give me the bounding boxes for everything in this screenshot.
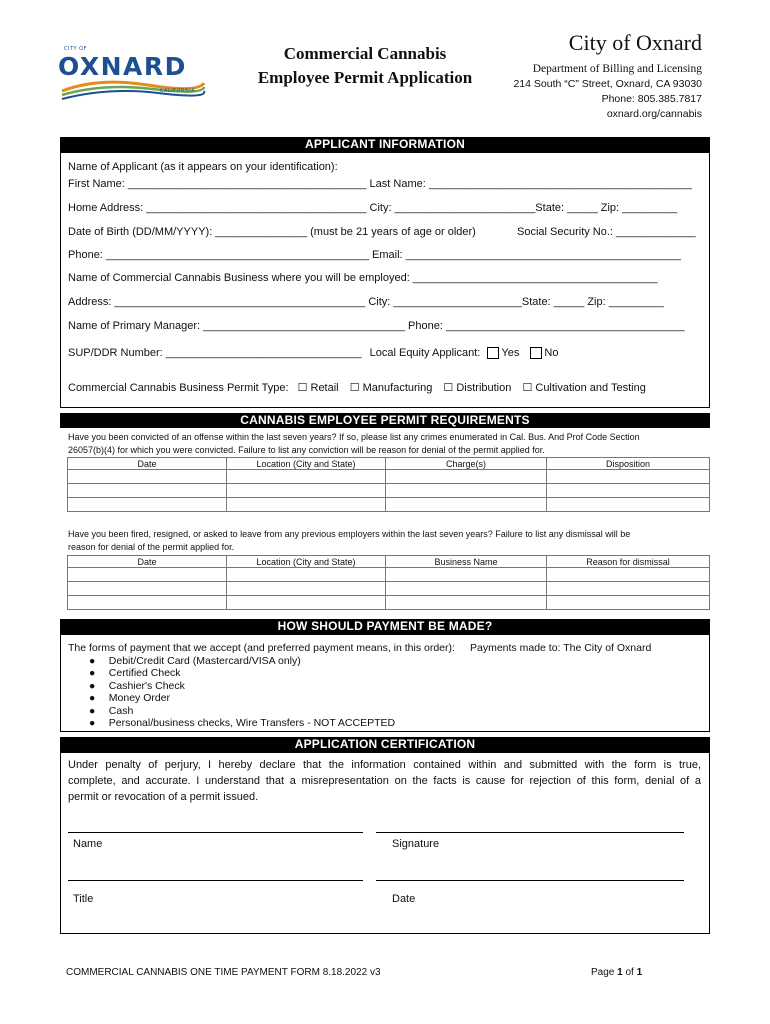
date-label: Date (392, 893, 416, 905)
signature-line[interactable] (376, 832, 684, 833)
list-item: ● Personal/business checks, Wire Transfers - NOT ACCEPTED (89, 717, 396, 729)
form-title-line2: Employee Permit Application (257, 68, 473, 87)
date-signature-line[interactable] (376, 880, 684, 881)
title-signature-line[interactable] (68, 880, 363, 881)
dismissal-question-line2: reason for denial of the permit applied for. (68, 542, 235, 552)
list-item: ● Debit/Credit Card (Mastercard/VISA only) (89, 655, 301, 667)
footer-form-name: COMMERCIAL CANNABIS ONE TIME PAYMENT FORM 8.18.2022 v3 (66, 967, 381, 978)
permit-type-retail-checkbox[interactable]: ☐ (297, 382, 308, 394)
permit-type-row (68, 381, 646, 394)
table-row[interactable] (68, 484, 710, 498)
logo-big-text: OXNARD (58, 52, 187, 81)
column-header: Date (68, 458, 227, 470)
footer-page-number: Page 1 of 1 (591, 967, 643, 978)
table-row[interactable] (68, 596, 710, 610)
payment-intro: The forms of payment that we accept (and preferred payment means, in this order): (68, 642, 455, 654)
column-header: Date (68, 556, 227, 568)
list-item: ● Certified Check (89, 667, 181, 679)
ssn-field[interactable]: Social Security No.: _____________ (517, 226, 696, 238)
phone-email-field[interactable]: Phone: ___________________________________________ Email: _____________________________________________ (68, 249, 681, 261)
local-equity-yes-checkbox[interactable] (487, 347, 499, 359)
logo-sub-text: CALIFORNIA (160, 88, 196, 94)
permit-type-cultivation-label: Cultivation and Testing (535, 382, 646, 394)
section-permit-requirements: CANNABIS EMPLOYEE PERMIT REQUIREMENTS (60, 413, 710, 428)
section-payment: HOW SHOULD PAYMENT BE MADE? (60, 619, 710, 634)
sup-ddr-row (68, 347, 558, 359)
certification-line3: permit or revocation of a permit issued. (68, 791, 259, 803)
title-label: Title (73, 893, 94, 905)
business-address-field[interactable]: Address: _________________________________________ City: _____________________State: _____ Zip: _________ (68, 296, 664, 308)
permit-type-retail-label: Retail (310, 382, 339, 394)
list-item: ● Cashier's Check (89, 680, 185, 692)
certification-line2: complete, and accurate. I understand that a misrepresentation on the facts is cause for rejection of this form, denial of a (68, 775, 701, 787)
payment-made-to: Payments made to: The City of Oxnard (470, 642, 652, 654)
table-row[interactable] (68, 498, 710, 512)
department-address: 214 South “C” Street, Oxnard, CA 93030 (513, 78, 702, 90)
convictions-table (67, 457, 710, 512)
local-equity-no-checkbox[interactable] (530, 347, 542, 359)
local-equity-label: Local Equity Applicant: (369, 347, 481, 359)
conviction-question-line1: Have you been convicted of an offense within the last seven years? If so, please list any crimes enumerated in Cal. Bus. And Prof Code Section (68, 432, 640, 442)
table-header-row (68, 458, 710, 470)
signature-label: Signature (392, 838, 440, 850)
applicant-name-heading: Name of Applicant (as it appears on your identification): (68, 161, 338, 173)
first-last-name-field[interactable]: First Name: _______________________________________ Last Name: ___________________________________________ (68, 178, 692, 190)
permit-type-distribution-label: Distribution (456, 382, 512, 394)
list-item: ● Money Order (89, 692, 171, 704)
city-name: City of Oxnard (568, 30, 702, 55)
dismissals-table (67, 555, 710, 610)
table-row[interactable] (68, 470, 710, 484)
certification-line1: Under penalty of perjury, I hereby declare that the information contained within and submitted with the form is true, (68, 759, 701, 771)
form-title-line1: Commercial Cannabis (283, 44, 447, 63)
column-header: Disposition (547, 458, 710, 470)
name-label: Name (73, 838, 103, 850)
business-name-field[interactable]: Name of Commercial Cannabis Business where you will be employed: ________________________________________ (68, 272, 658, 284)
column-header: Location (City and State) (227, 556, 386, 568)
table-row[interactable] (68, 582, 710, 596)
table-row[interactable] (68, 568, 710, 582)
column-header: Reason for dismissal (547, 556, 710, 568)
list-item: ● Cash (89, 705, 134, 717)
home-address-field[interactable]: Home Address: ____________________________________ City: _______________________State: _____ Zip: _________ (68, 202, 678, 214)
column-header: Business Name (386, 556, 547, 568)
permit-type-label: Commercial Cannabis Business Permit Type: (68, 382, 289, 394)
conviction-question-line2: 26057(b)(4) for which you were convicted. Failure to list any conviction will be reason for denial of the permit applied for. (68, 445, 545, 455)
sup-ddr-field[interactable]: SUP/DDR Number: ________________________________ (68, 347, 362, 359)
section-certification: APPLICATION CERTIFICATION (60, 737, 710, 752)
table-header-row (68, 556, 710, 568)
logo-small-text: CITY OF (64, 46, 87, 52)
column-header: Charge(s) (386, 458, 547, 470)
department-phone: Phone: 805.385.7817 (601, 93, 702, 105)
city-logo (58, 46, 208, 106)
name-signature-line[interactable] (68, 832, 363, 833)
permit-type-distribution-checkbox[interactable]: ☐ (443, 382, 454, 394)
column-header: Location (City and State) (227, 458, 386, 470)
permit-type-manufacturing-checkbox[interactable]: ☐ (349, 382, 360, 394)
primary-manager-field[interactable]: Name of Primary Manager: _________________________________ Phone: _______________________________________ (68, 320, 685, 332)
local-equity-no-label: No (544, 347, 559, 359)
local-equity-yes-label: Yes (501, 347, 520, 359)
section-applicant-information: APPLICANT INFORMATION (60, 137, 710, 152)
permit-type-manufacturing-label: Manufacturing (362, 382, 433, 394)
dismissal-question-line1: Have you been fired, resigned, or asked to leave from any previous employers within the last seven years? Failure to list any dismissal will be (68, 529, 631, 539)
permit-type-cultivation-checkbox[interactable]: ☐ (522, 382, 533, 394)
date-of-birth-field[interactable]: Date of Birth (DD/MM/YYYY): _______________ (must be 21 years of age or older) (68, 226, 476, 238)
department-name: Department of Billing and Licensing (532, 63, 702, 75)
department-website: oxnard.org/cannabis (606, 108, 702, 120)
